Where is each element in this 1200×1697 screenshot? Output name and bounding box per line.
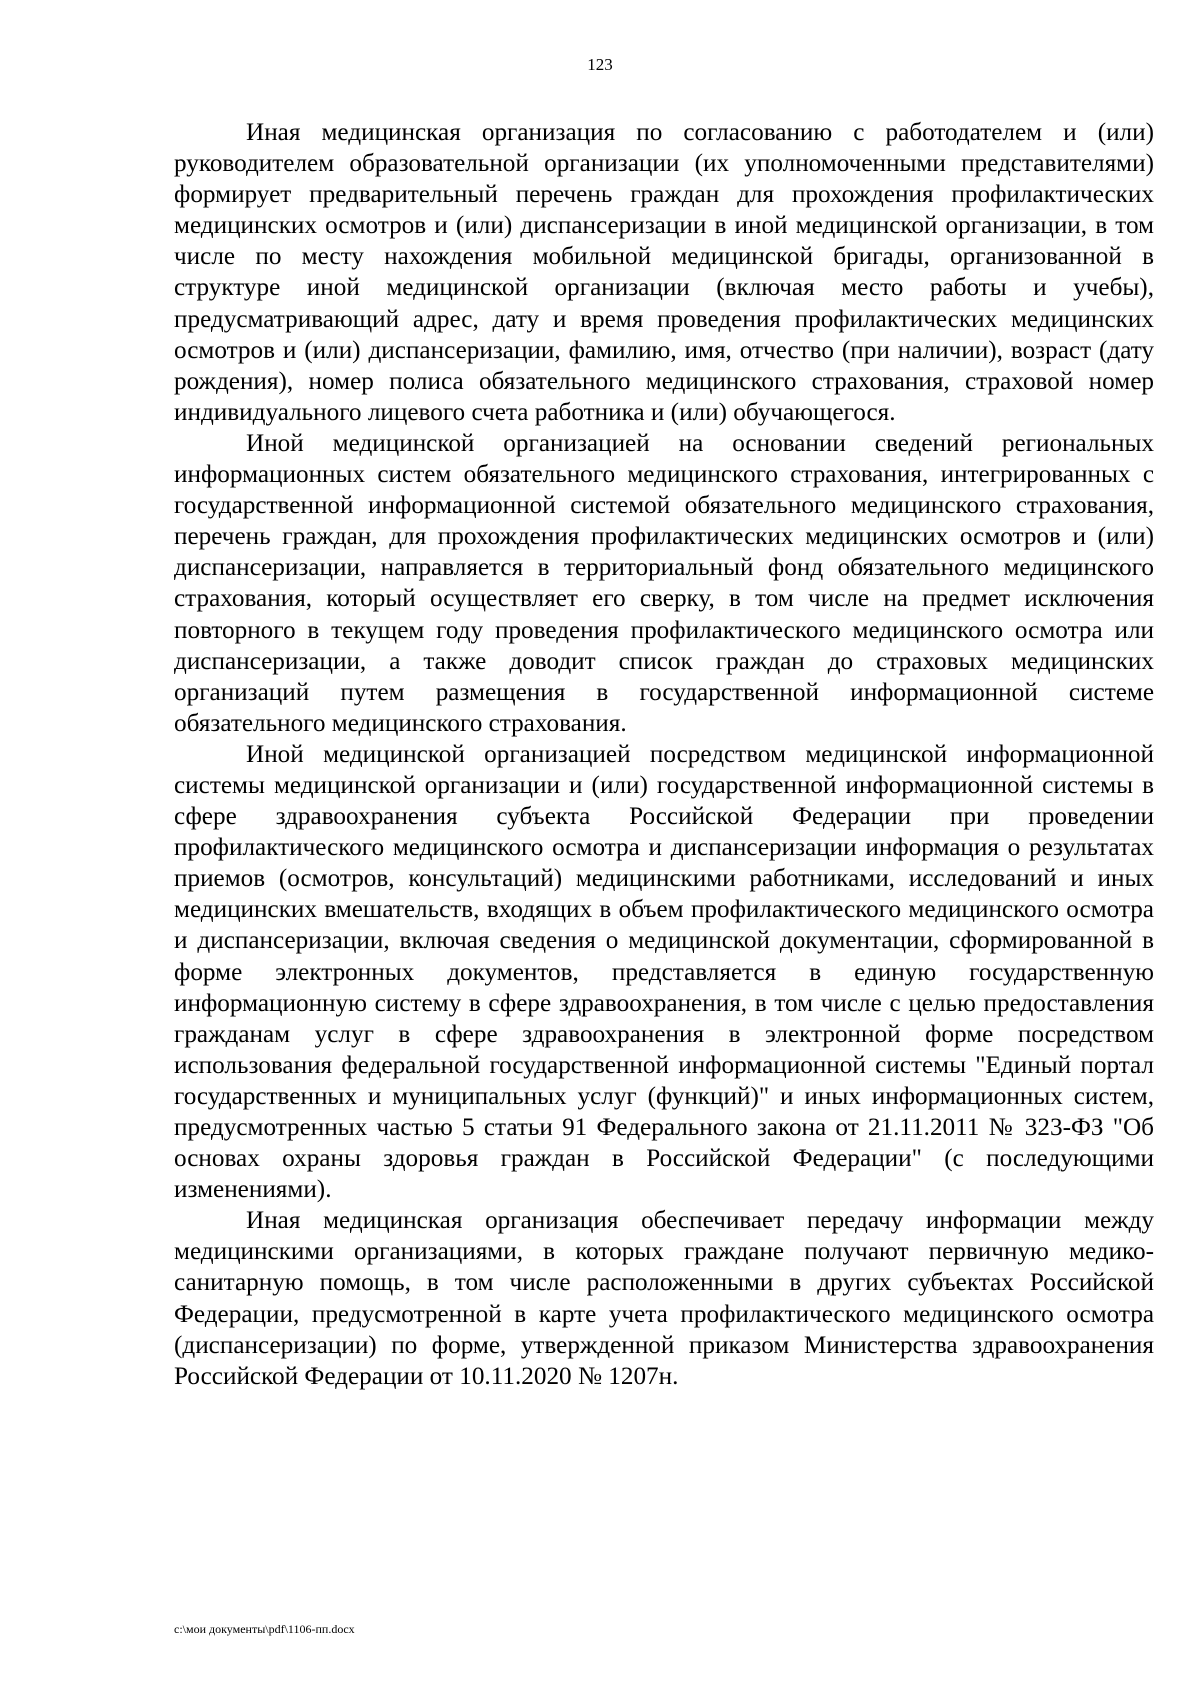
page-number: 123 xyxy=(587,55,613,74)
footer-file-path: c:\мои документы\pdf\1106-пп.docx xyxy=(174,1622,355,1636)
paragraph-1: Иная медицинская организация по согласованию с работодателем и (или) руководителем образовательной организации (их уполномоченными представителями) формирует предварительный перечень граждан для прохождения профилактических медицинских осмотров и (или) диспансеризации в иной медицинской организации, в том числе по месту нахождения мобильной медицинской бригады, организованной в структуре иной медицинской организации (включая место работы и учебы), предусматривающий адрес, дату и время проведения профилактических медицинских осмотров и (или) диспансеризации, фамилию, имя, отчество (при наличии), возраст (дату рождения), номер полиса обязательного медицинского страхования, страховой номер индивидуального лицевого счета работника и (или) обучающегося. xyxy=(174,119,1154,426)
paragraph-3: Иной медицинской организацией посредством медицинской информационной системы медицинской организации и (или) государственной информационной системы в сфере здравоохранения субъекта Российской Федерации при проведении профилактического медицинского осмотра и диспансеризации информация о результатах приемов (осмотров, консультаций) медицинскими работниками, исследований и иных медицинских вмешательств, входящих в объем профилактического медицинского осмотра и диспансеризации, включая сведения о медицинской документации, сформированной в форме электронных документов, представляется в единую государственную информационную систему в сфере здравоохранения, в том числе с целью предоставления гражданам услуг в сфере здравоохранения в электронной форме посредством использования федеральной государственной информационной системы "Единый портал государственных и муниципальных услуг (функций)" и иных информационных систем, предусмотренных частью 5 статьи 91 Федерального закона от 21.11.2011 № 323-ФЗ "Об основах охраны здоровья граждан в Российской Федерации" (с последующими изменениями). xyxy=(174,740,1154,1204)
document-body xyxy=(174,117,1154,1392)
paragraph-4: Иная медицинская организация обеспечивает передачу информации между медицинскими организациями, в которых граждане получают первичную медико-санитарную помощь, в том числе расположенными в других субъектах Российской Федерации, предусмотренной в карте учета профилактического медицинского осмотра (диспансеризации) по форме, утвержденной приказом Министерства здравоохранения Российской Федерации от 10.11.2020 № 1207н. xyxy=(174,1207,1154,1390)
paragraph-2: Иной медицинской организацией на основании сведений региональных информационных систем обязательного медицинского страхования, интегрированных с государственной информационной системой обязательного медицинского страхования, перечень граждан, для прохождения профилактических медицинских осмотров и (или) диспансеризации, направляется в территориальный фонд обязательного медицинского страхования, который осуществляет его сверку, в том числе на предмет исключения повторного в текущем году проведения профилактического медицинского осмотра или диспансеризации, а также доводит список граждан до страховых медицинских организаций путем размещения в государственной информационной системе обязательного медицинского страхования. xyxy=(174,429,1154,737)
